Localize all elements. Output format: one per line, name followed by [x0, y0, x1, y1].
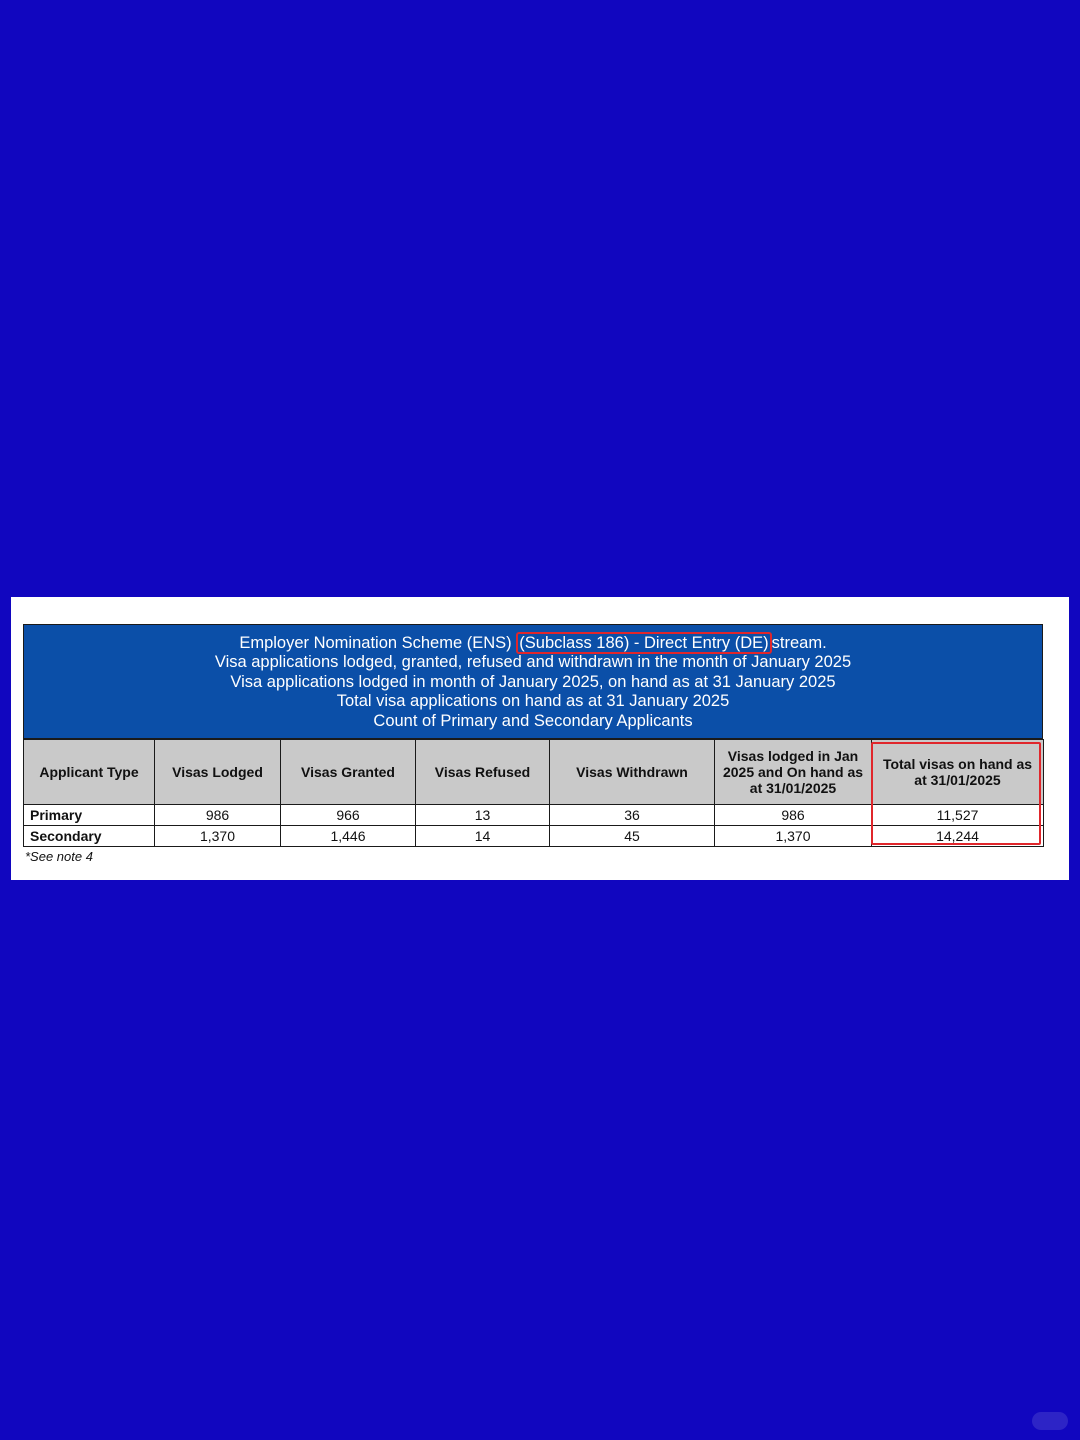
subclass-highlight: (Subclass 186) - Direct Entry (DE) [516, 632, 771, 654]
cell-granted: 966 [281, 805, 416, 826]
col-applicant-type: Applicant Type [24, 740, 155, 805]
visa-statistics-table [23, 739, 1044, 847]
col-visas-granted: Visas Granted [281, 740, 416, 805]
row-label: Primary [24, 805, 155, 826]
cell-granted: 1,446 [281, 826, 416, 847]
cell-refused: 14 [416, 826, 550, 847]
col-visas-refused: Visas Refused [416, 740, 550, 805]
cell-lodged-on-hand: 1,370 [715, 826, 872, 847]
title-line-3: Visa applications lodged in month of January 2025, on hand as at 31 January 2025 [230, 672, 836, 691]
table-title-block [23, 624, 1043, 739]
table-row [24, 826, 1044, 847]
cell-total-on-hand: 14,244 [872, 826, 1044, 847]
title-line-5: Count of Primary and Secondary Applicants [373, 711, 693, 730]
cell-total-on-hand: 11,527 [872, 805, 1044, 826]
cell-refused: 13 [416, 805, 550, 826]
document-card [11, 597, 1069, 880]
title-line-4: Total visa applications on hand as at 31 January 2025 [336, 692, 730, 711]
col-visas-lodged: Visas Lodged [155, 740, 281, 805]
col-total-on-hand: Total visas on hand as at 31/01/2025 [872, 740, 1044, 805]
col-visas-withdrawn: Visas Withdrawn [550, 740, 715, 805]
col-lodged-on-hand: Visas lodged in Jan 2025 and On hand as at 31/01/2025 [715, 740, 872, 805]
title-line-2: Visa applications lodged, granted, refused and withdrawn in the month of January 2025 [214, 653, 852, 672]
cell-lodged-on-hand: 986 [715, 805, 872, 826]
title-line-1: Employer Nomination Scheme (ENS) (Subclass 186) - Direct Entry (DE) stream. [239, 634, 827, 652]
watermark-badge [1032, 1412, 1068, 1430]
table-row [24, 805, 1044, 826]
cell-withdrawn: 36 [550, 805, 715, 826]
column-header-row [24, 740, 1044, 805]
cell-lodged: 1,370 [155, 826, 281, 847]
cell-lodged: 986 [155, 805, 281, 826]
footnote: *See note 4 [25, 849, 93, 864]
cell-withdrawn: 45 [550, 826, 715, 847]
row-label: Secondary [24, 826, 155, 847]
